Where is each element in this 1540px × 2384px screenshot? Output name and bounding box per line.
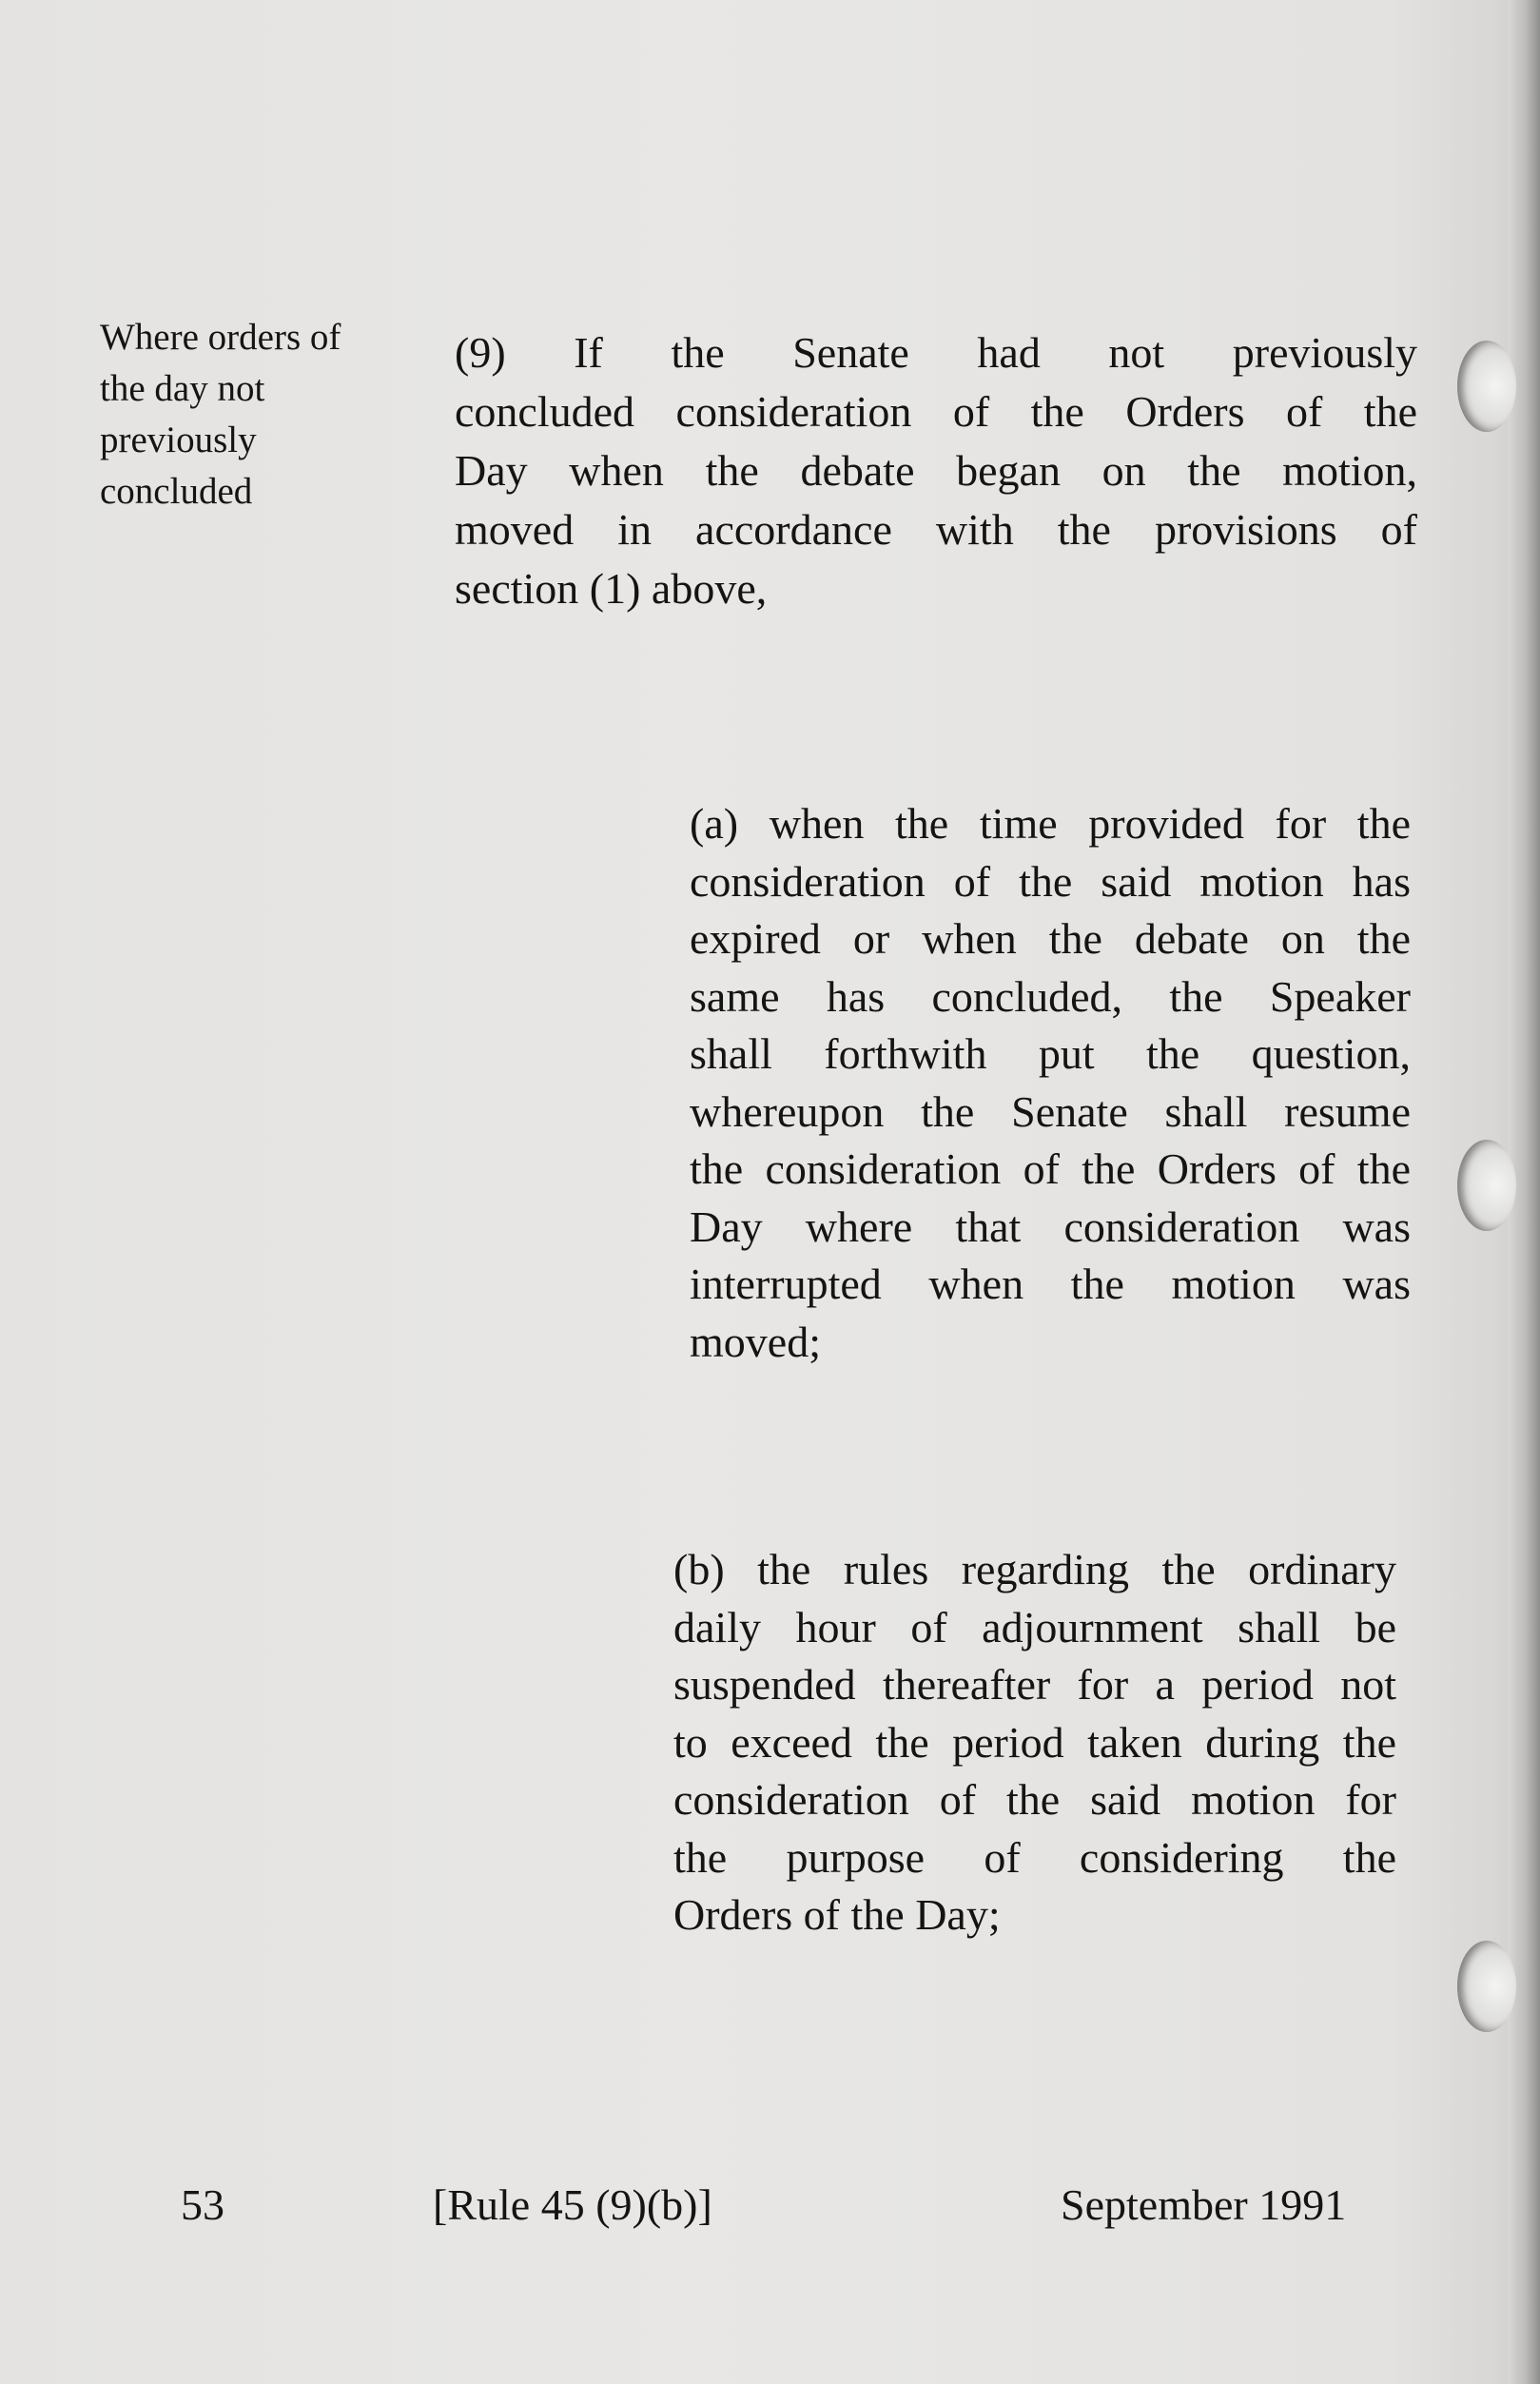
paragraph-line: shall forthwith put the question, [690,1029,1411,1078]
binder-hole-bottom [1457,1941,1516,2032]
paragraph-line: (b) the rules regarding the ordinary [673,1545,1396,1593]
paragraph-line: moved; [690,1317,821,1366]
paragraph-line: the purpose of considering the [673,1832,1396,1882]
paragraph-line: expired or when the debate on the [690,914,1411,963]
binder-hole-top [1457,341,1516,432]
paragraph-line: daily hour of adjournment shall be [673,1602,1396,1651]
subparagraph-a [690,795,1411,1371]
paragraph-line: whereupon the Senate shall resume [690,1086,1411,1136]
margin-note-line: concluded [100,471,253,512]
binder-hole-middle [1457,1140,1516,1231]
margin-note-line: previously [100,420,257,460]
paragraph-line: suspended thereafter for a period not [673,1660,1396,1709]
paragraph-line: Orders of the Day; [673,1890,1001,1939]
paragraph-line: consideration of the said motion for [673,1775,1396,1824]
margin-note [100,312,404,518]
footer-date: September 1991 [1061,2180,1347,2229]
paragraph-line: (a) when the time provided for the [690,799,1411,848]
paragraph-9 [455,323,1417,618]
paragraph-line: consideration of the said motion has [690,856,1411,906]
paragraph-line: concluded consideration of the Orders of the [455,387,1417,436]
subparagraph-b [673,1541,1396,1944]
paragraph-line: same has concluded, the Speaker [690,971,1411,1021]
margin-note-line: the day not [100,368,265,409]
rule-reference: [Rule 45 (9)(b)] [433,2180,712,2229]
paragraph-line: moved in accordance with the provisions of [455,505,1417,554]
page-number: 53 [181,2180,224,2229]
paragraph-line: Day where that consideration was [690,1202,1411,1251]
margin-note-line: Where orders of [100,317,341,358]
paragraph-line: section (1) above, [455,564,768,613]
paragraph-line: (9) If the Senate had not previously [455,328,1417,377]
paragraph-line: Day when the debate began on the motion, [455,446,1417,495]
paragraph-line: the consideration of the Orders of the [690,1144,1411,1193]
paragraph-line: to exceed the period taken during the [673,1717,1396,1767]
paragraph-line: interrupted when the motion was [690,1260,1411,1308]
